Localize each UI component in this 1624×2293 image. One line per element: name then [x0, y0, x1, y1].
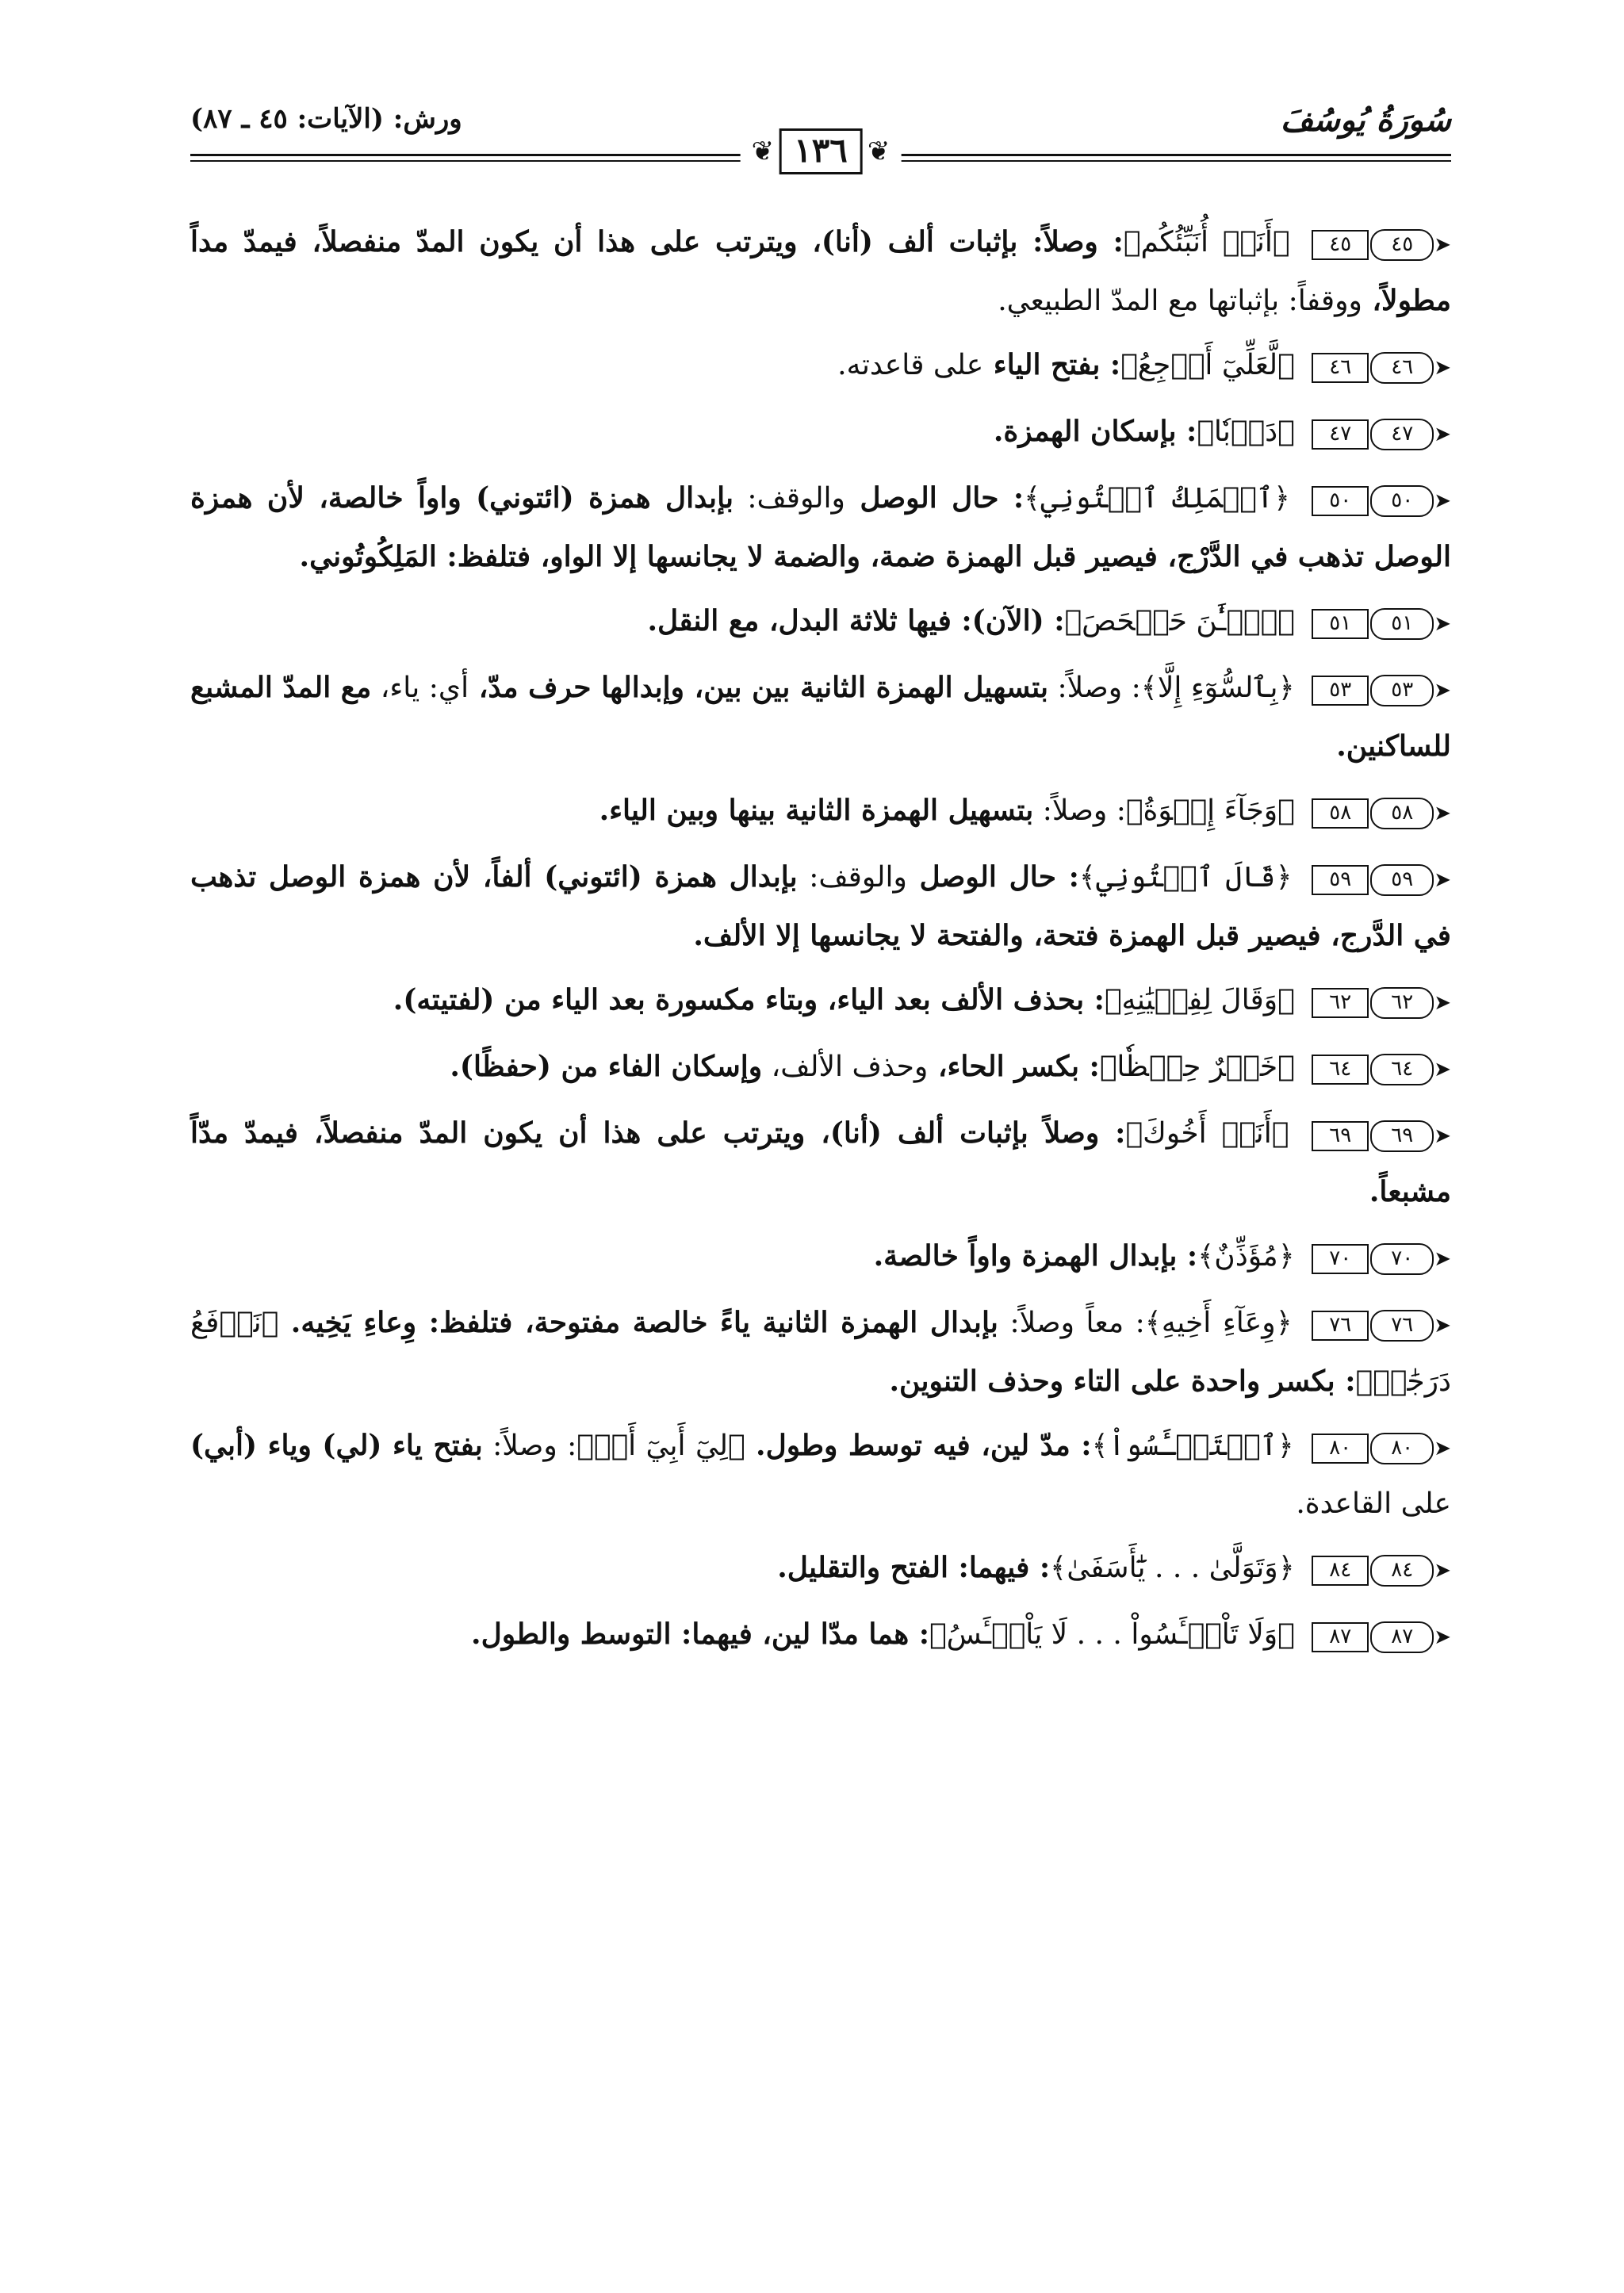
verse-note: [190, 783, 1451, 841]
verse-number-oval: ٦٤: [1370, 1054, 1434, 1085]
verse-number-oval: ٥١: [1370, 608, 1434, 640]
verse-number-oval: ٥٠: [1370, 485, 1434, 517]
verse-number-box: ٨٤: [1312, 1556, 1369, 1586]
verse-number-oval: ٥٣: [1370, 675, 1434, 706]
arrow-icon: ➤: [1434, 1625, 1451, 1649]
page-number: ١٣٦: [779, 128, 863, 174]
note-text: بتسهيل الهمزة الثانية بينها وبين الياء.: [599, 794, 1034, 827]
note-text: : بكسر واحدة على التاء وحذف التنوين.: [889, 1365, 1356, 1398]
verse-number-box: ٥٩: [1312, 865, 1369, 895]
arrow-icon: ➤: [1434, 1314, 1451, 1338]
verse-number-box: ٨٧: [1312, 1622, 1369, 1652]
arrow-icon: ➤: [1434, 233, 1451, 257]
note-text: : مدّ لين، فيه توسط وطول.: [745, 1429, 1092, 1462]
quran-phrase: ﴿ٱلۡمَلِكُ ٱئۡتُونِي﴾: [1024, 482, 1290, 515]
verse-marker: [1312, 472, 1451, 529]
arrow-icon: ➤: [1434, 1124, 1451, 1148]
note-text: أي: ياء،: [371, 672, 469, 704]
arrow-icon: ➤: [1434, 802, 1451, 825]
verse-number-box: ٦٤: [1312, 1055, 1369, 1085]
verse-number-box: ٨٠: [1312, 1434, 1369, 1464]
verse-marker: [1312, 216, 1451, 273]
verse-range: ورش: (الآيات: ٤٥ ـ ٨٧): [190, 103, 462, 135]
verse-marker: [1312, 1419, 1451, 1476]
quran-phrase: ﴿ٱسۡتَيۡـَٔسُواْ﴾: [1091, 1430, 1294, 1462]
quran-phrase: ﴿ٱلۡـَٰٔنَ حَصۡحَصَ﴾: [1064, 605, 1295, 637]
note-text: ووقفاً: بإثباتها مع المدّ الطبيعي.: [998, 285, 1362, 317]
verse-marker: [1312, 974, 1451, 1031]
note-text: : بإسكان الهمزة.: [993, 415, 1197, 448]
note-text: بإبدال همزة (ائتوني) ألفاً، لأن همزة الوصل تذهب في الدَّرج، فيصير قبل الهمزة فتحة، والفتحة لا يجانسها إلا الألف.: [190, 860, 1451, 952]
note-text: : بإبدال الهمزة واواً خالصة.: [873, 1239, 1198, 1273]
note-text: : فيهما: الفتح والتقليل.: [777, 1551, 1051, 1584]
quran-phrase: ﴿وَجَآءَ إِخۡوَةُ﴾: [1125, 794, 1295, 827]
arrow-icon: ➤: [1434, 991, 1451, 1015]
arrow-icon: ➤: [1434, 679, 1451, 702]
note-text: : وصلاً بإثبات ألف (أنا)، ويترتب على هذا أن يكون المدّ منفصلاً، فيمدّ مدّاً مشبعاً.: [190, 1116, 1451, 1208]
note-text: : وصلاً: بإثبات ألف (أنا)، ويترتب على هذا أن يكون المدّ منفصلاً، فيمدّ مداً مطولاً،: [190, 225, 1451, 317]
verse-note: [190, 1039, 1451, 1097]
note-text: مع المدّ المشبع للساكنين.: [190, 671, 1451, 763]
verse-number-box: ٥٣: [1312, 676, 1369, 706]
verse-marker: [1312, 1107, 1451, 1164]
verse-number-oval: ٥٩: [1370, 864, 1434, 896]
note-text: والوقف:: [797, 861, 907, 894]
quran-phrase: ﴿نَرۡفَعُ دَرَجَٰتٖ﴾: [190, 1307, 1451, 1398]
quran-phrase: ﴿مُؤَذِّنٌ﴾: [1197, 1240, 1295, 1273]
verse-note: [190, 849, 1451, 964]
verse-marker: [1312, 1541, 1451, 1598]
verse-number-oval: ٤٦: [1370, 352, 1434, 384]
verse-note: [190, 1540, 1451, 1598]
verse-note: [190, 593, 1451, 652]
note-text: : وصلاً:: [1048, 672, 1141, 704]
verse-number-oval: ٨٤: [1370, 1555, 1434, 1587]
verse-marker: [1312, 661, 1451, 718]
page: [190, 95, 1451, 1673]
arrow-icon: ➤: [1434, 868, 1451, 892]
verse-note: [190, 214, 1451, 329]
verse-marker: [1312, 1230, 1451, 1287]
note-text: : وصلاً:: [1033, 794, 1126, 827]
verse-marker: [1312, 339, 1451, 396]
verse-number-oval: ٨٠: [1370, 1433, 1434, 1464]
verse-number-oval: ٤٥: [1370, 229, 1434, 261]
verse-number-oval: ٥٨: [1370, 798, 1434, 829]
ornament-right-icon: ❦: [867, 136, 891, 168]
note-text: : بكسر الحاء،: [928, 1050, 1100, 1083]
verse-number-oval: ٨٧: [1370, 1621, 1434, 1653]
verse-number-box: ٥١: [1312, 609, 1369, 639]
verse-note: [190, 404, 1451, 462]
quran-phrase: ﴿وِعَآءِ أَخِيهِ﴾: [1144, 1307, 1293, 1339]
verse-marker: [1312, 1040, 1451, 1097]
note-text: : بحذف الألف بعد الياء، وبتاء مكسورة بعد الياء من (لفتيته).: [393, 983, 1105, 1016]
arrow-icon: ➤: [1434, 356, 1451, 380]
note-text: : (الآن): فيها ثلاثة البدل، مع النقل.: [647, 604, 1065, 637]
verse-number-oval: ٤٧: [1370, 419, 1434, 450]
note-text: : بفتح الياء: [983, 348, 1121, 381]
verse-number-box: ٧٠: [1312, 1244, 1369, 1274]
note-text: على القاعدة.: [1296, 1487, 1451, 1520]
verse-number-box: ٤٧: [1312, 419, 1369, 450]
note-text: بإبدال الهمزة الثانية ياءً خالصة مفتوحة، فتلفظ: وِعاءِ يَخِيه.: [278, 1306, 998, 1339]
verse-number-box: ٦٢: [1312, 988, 1369, 1018]
quran-phrase: ﴿لَّعَلِّيٓ أَرۡجِعُ﴾: [1120, 349, 1295, 381]
note-text: : حال الوصل: [845, 481, 1025, 515]
verse-number-box: ٥٠: [1312, 486, 1369, 516]
note-text: وإسكان الفاء من (حفظًا).: [450, 1050, 763, 1083]
quran-phrase: ﴿وَقَالَ لِفِتۡيَٰنِهِ﴾: [1104, 984, 1295, 1016]
note-text: وحذف الألف،: [762, 1051, 929, 1083]
note-text: والوقف:: [733, 482, 845, 515]
verse-note: [190, 660, 1451, 775]
arrow-icon: ➤: [1434, 612, 1451, 636]
verse-note: [190, 470, 1451, 585]
arrow-icon: ➤: [1434, 1559, 1451, 1583]
verse-note: [190, 1606, 1451, 1665]
verse-note: [190, 972, 1451, 1031]
quran-phrase: ﴿خَيۡرٌ حِفۡظٗا﴾: [1099, 1051, 1295, 1083]
page-header: [190, 95, 1451, 168]
quran-phrase: ﴿أَنَا۠ أُنَبِّئُكُم﴾: [1123, 226, 1290, 258]
note-text: بفتح ياء (لي) وياء (أبي): [190, 1429, 483, 1462]
quran-phrase: ﴿لِيٓ أَبِيٓ أَوۡ﴾: [576, 1430, 745, 1462]
quran-phrase: ﴿بِٱلسُّوٓءِ إِلَّا﴾: [1140, 672, 1295, 704]
quran-phrase: ﴿وَلَا تَاْيۡـَٔسُواْ . . . لَا يَاْيۡـَٔسُ﴾: [929, 1618, 1295, 1651]
page-number-frame: [741, 128, 902, 174]
verse-marker: [1312, 851, 1451, 908]
ornament-left-icon: ❦: [751, 136, 775, 168]
quran-phrase: ﴿قَالَ ٱئۡتُونِي﴾: [1078, 861, 1293, 894]
note-text: بإبدال همزة (ائتوني) واواً خالصة، لأن همزة الوصل تذهب في الدَّرْج، فيصير قبل الهمزة ضمة، والضمة لا يجانسها إلا الواو، فتلفظ: المَلِكُوتُوني.: [190, 481, 1451, 573]
arrow-icon: ➤: [1434, 1247, 1451, 1271]
verse-number-oval: ٧٠: [1370, 1243, 1434, 1275]
note-text: : معاً وصلاً:: [998, 1307, 1145, 1339]
arrow-icon: ➤: [1434, 423, 1451, 446]
verse-number-box: ٦٩: [1312, 1121, 1369, 1151]
verse-note: [190, 1418, 1451, 1532]
arrow-icon: ➤: [1434, 1058, 1451, 1081]
quran-phrase: ﴿أَنَا۠ أَخُوكَ﴾: [1125, 1117, 1289, 1150]
verse-marker: [1312, 1608, 1451, 1665]
verse-number-box: ٤٦: [1312, 353, 1369, 383]
quran-phrase: ﴿دَأۡبٗا﴾: [1197, 415, 1295, 448]
surah-name: سُورَةُ يُوسُفَ: [1280, 101, 1451, 139]
verse-number-box: ٧٦: [1312, 1311, 1369, 1341]
verse-number-box: ٤٥: [1312, 230, 1369, 260]
quran-phrase: ﴿وَتَوَلَّىٰ . . . يَٰٓأَسَفَىٰ﴾: [1050, 1552, 1295, 1584]
verse-number-oval: ٦٩: [1370, 1120, 1434, 1152]
verse-number-oval: ٦٢: [1370, 987, 1434, 1019]
verse-note: [190, 337, 1451, 396]
note-text: : حال الوصل: [906, 860, 1079, 894]
verse-number-oval: ٧٦: [1370, 1310, 1434, 1342]
arrow-icon: ➤: [1434, 489, 1452, 513]
verse-note: [190, 1228, 1451, 1287]
note-text: : هما مدّا لين، فيهما: التوسط والطول.: [471, 1617, 929, 1651]
entries-list: [190, 214, 1451, 1665]
verse-marker: [1312, 595, 1451, 652]
note-text: بتسهيل الهمزة الثانية بين بين، وإبدالها حرف مدّ،: [469, 671, 1048, 704]
verse-marker: [1312, 784, 1451, 841]
note-text: : وصلاً:: [482, 1430, 577, 1462]
verse-note: [190, 1105, 1451, 1220]
verse-marker: [1312, 405, 1451, 462]
arrow-icon: ➤: [1434, 1437, 1451, 1460]
note-text: على قاعدته.: [837, 349, 984, 381]
verse-note: [190, 1295, 1451, 1410]
verse-marker: [1312, 1296, 1451, 1353]
verse-number-box: ٥٨: [1312, 798, 1369, 829]
